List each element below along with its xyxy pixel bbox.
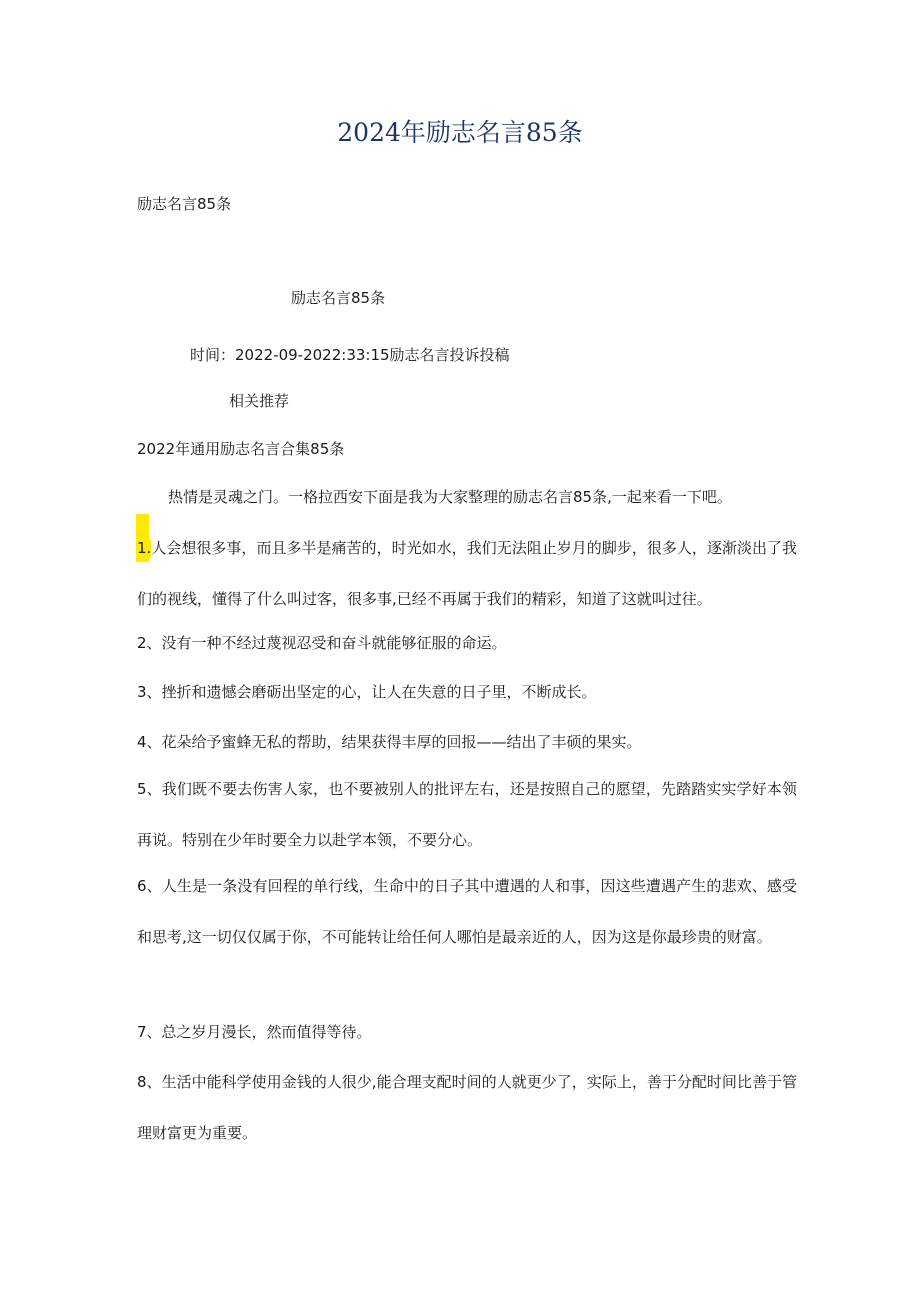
list-item-6: 6、人生是一条没有回程的单行线，生命中的日子其中遭遇的人和事，因这些遭遇产生的悲欢、感受和思考,这一切仅仅属于你，不可能转让给任何人哪怕是最亲近的人，因为这是你最珍贵的财富。 bbox=[137, 877, 797, 946]
item-number-highlight: 1. bbox=[137, 539, 152, 557]
list-item-3: 3、挫折和遗憾会磨砺出坚定的心，让人在失意的日子里，不断成长。 bbox=[137, 683, 597, 701]
intro-paragraph: 热情是灵魂之门。一格拉西安下面是我为大家整理的励志名言85条,一起来看一下吧。 bbox=[168, 488, 732, 506]
subtitle-center: 励志名言85条 bbox=[291, 289, 386, 307]
list-item-1 bbox=[137, 523, 797, 625]
related-label: 相关推荐 bbox=[229, 392, 290, 410]
list-item-2: 2、没有一种不经过蔑视忍受和奋斗就能够征服的命运。 bbox=[137, 634, 507, 652]
item-text: 人会想很多事，而且多半是痛苦的，时光如水，我们无法阻止岁月的脚步，很多人，逐渐淡出了我们的视线，懂得了什么叫过客，很多事,已经不再属于我们的精彩，知道了这就叫过往。 bbox=[137, 539, 797, 608]
collection-title: 2022年通用励志名言合集85条 bbox=[137, 440, 345, 458]
list-item-8: 8、生活中能科学使用金钱的人很少,能合理支配时间的人就更少了，实际上，善于分配时间比善于管理财富更为重要。 bbox=[137, 1073, 797, 1142]
meta-line: 时间：2022-09-2022:33:15励志名言投诉投稿 bbox=[190, 346, 510, 364]
list-item-5: 5、我们既不要去伤害人家，也不要被别人的批评左右，还是按照自己的愿望，先踏踏实实学好本领再说。特别在少年时要全力以赴学本领，不要分心。 bbox=[137, 780, 797, 849]
list-item-7: 7、总之岁月漫长，然而值得等待。 bbox=[137, 1023, 372, 1041]
subtitle-left: 励志名言85条 bbox=[137, 195, 232, 213]
document-title: 2024年励志名言85条 bbox=[337, 118, 583, 147]
list-item-4: 4、花朵给予蜜蜂无私的帮助，结果获得丰厚的回报——结出了丰硕的果实。 bbox=[137, 733, 642, 751]
